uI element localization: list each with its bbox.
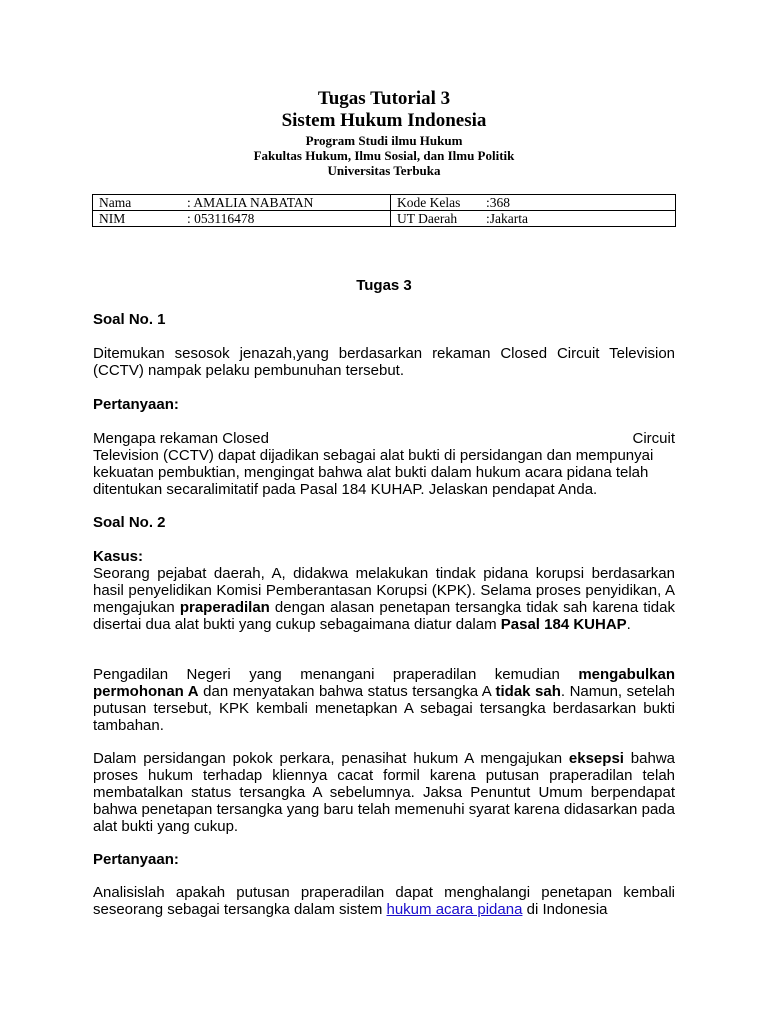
program-study: Program Studi ilmu Hukum bbox=[305, 133, 463, 148]
region-cell bbox=[391, 211, 676, 227]
section-title: Tugas 3 bbox=[356, 277, 412, 294]
question-left: Mengapa rekaman Closed bbox=[93, 430, 269, 447]
soal-2-heading: Soal No. 2 bbox=[93, 514, 166, 531]
soal-1-question-heading: Pertanyaan: bbox=[93, 396, 179, 413]
region-label: UT Daerah bbox=[397, 211, 458, 226]
question-first-line bbox=[93, 430, 675, 447]
class-cell bbox=[391, 195, 676, 211]
document-subtitle: Sistem Hukum Indonesia bbox=[281, 110, 487, 131]
soal-1-question bbox=[93, 430, 675, 498]
soal-1-heading: Soal No. 1 bbox=[93, 311, 166, 328]
university-name: Universitas Terbuka bbox=[327, 163, 441, 178]
question-right: Circuit bbox=[632, 430, 675, 447]
table-row bbox=[93, 211, 676, 227]
name-cell bbox=[93, 195, 391, 211]
student-info-table bbox=[92, 194, 676, 227]
name-label: Nama bbox=[99, 195, 132, 210]
class-code-value: :368 bbox=[486, 195, 511, 210]
case-paragraph-3: Dalam persidangan pokok perkara, penasihat hukum A mengajukan eksepsi bahwa proses hukum terhadap kliennya cacat formil karena putusan praperadilan telah membatalkan status tersangka A sebelumnya. Jaksa Penuntut Umum berpendapat bahwa penetapan tersangka yang baru telah memenuhi syarat karena didasarkan pada alat bukti yang cukup. bbox=[93, 750, 676, 835]
class-code-label: Kode Kelas bbox=[397, 195, 461, 210]
nim-value: : 053116478 bbox=[187, 211, 255, 226]
case-paragraph-2: Pengadilan Negeri yang menangani praperadilan kemudian mengabulkan permohonan A dan menyatakan bahwa status tersangka A tidak sah. Namun, setelah putusan tersebut, KPK kembali menetapkan A sebagai tersangka berdasarkan bukti tambahan. bbox=[93, 666, 675, 734]
hukum-acara-pidana-link[interactable]: hukum acara pidana bbox=[386, 901, 523, 918]
table-row bbox=[93, 195, 676, 211]
case-paragraph-1: Seorang pejabat daerah, A, didakwa melakukan tindak pidana korupsi berdasarkan hasil penyelidikan Komisi Pemberantasan Korupsi (KPK). Selama proses penyidikan, A mengajukan praperadilan dengan alasan penetapan tersangka tidak sah karena tidak disertai dua alat bukti yang cukup sebagaimana diatur dalam Pasal 184 KUHAP. bbox=[93, 565, 675, 633]
document-title: Tugas Tutorial 3 bbox=[317, 88, 451, 109]
nim-cell bbox=[93, 211, 391, 227]
case-heading: Kasus: bbox=[93, 548, 144, 565]
soal-2-question: Analisislah apakah putusan praperadilan dapat menghalangi penetapan kembali seseorang sebagai tersangka dalam sistem hukum acara pidana di Indonesia bbox=[93, 884, 675, 918]
nim-label: NIM bbox=[99, 211, 126, 226]
soal-2-question-heading: Pertanyaan: bbox=[93, 851, 179, 868]
question-rest: Television (CCTV) dapat dijadikan sebagai alat bukti di persidangan dan mempunyai kekuatan pembuktian, mengingat bahwa alat bukti dalam hukum acara pidana telah ditentukan secaralimitatif pada Pasal 184 KUHAP. Jelaskan pendapat Anda. bbox=[93, 447, 654, 498]
soal-1-intro: Ditemukan sesosok jenazah,yang berdasarkan rekaman Closed Circuit Television (CCTV) nampak pelaku pembunuhan tersebut. bbox=[93, 345, 675, 379]
region-value: :Jakarta bbox=[486, 211, 528, 226]
faculty-name: Fakultas Hukum, Ilmu Sosial, dan Ilmu Politik bbox=[253, 148, 515, 163]
name-value: : AMALIA NABATAN bbox=[187, 195, 314, 210]
